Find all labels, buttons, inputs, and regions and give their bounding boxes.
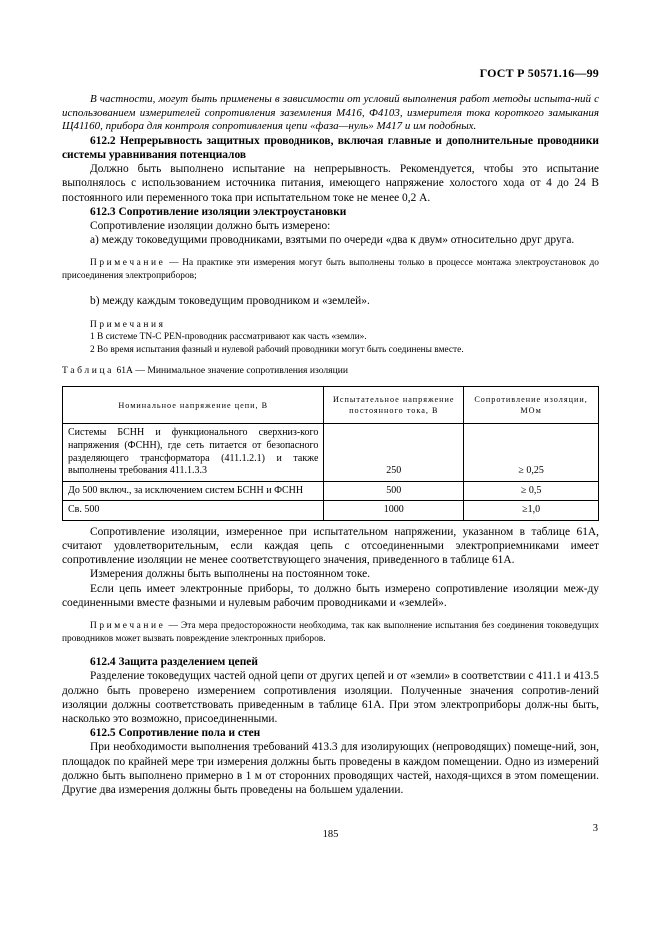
paragraph-after-table-1: Сопротивление изоляции, измеренное при испытательном напряжении, указанном в таблице 61А, считают удовлетворительным, если каждая цепь с отсоединенными электроприемниками имеет сопротивление изоляции не менее соответствующего значения, приведенного в таблице 61А. bbox=[62, 525, 599, 567]
table-cell: Св. 500 bbox=[63, 501, 324, 521]
column-header-nominal-voltage: Номинальное напряжение цепи, В bbox=[63, 387, 324, 424]
footer-center-number: 185 bbox=[322, 829, 339, 840]
list-item-a: а) между токоведущими проводниками, взятыми по очереди «два к двум» относительно друг друга. bbox=[90, 234, 575, 247]
table-cell: ≥1,0 bbox=[464, 501, 599, 521]
table-caption-text: 61А — Минимальное значение сопротивления изоляции bbox=[116, 365, 348, 377]
note-1 bbox=[62, 257, 599, 282]
document-id-header: ГОСТ Р 50571.16—99 bbox=[479, 66, 599, 80]
list-item-b: b) между каждым токоведущим проводником и «землей». bbox=[90, 295, 370, 308]
note-label: Примечание bbox=[90, 258, 166, 269]
paragraph-measuring-instruments: В частности, могут быть применены в зависимости от условий выполнения работ методы испыта-ний с использованием измерителей сопротивления заземления М416, Ф4103, измерителя тока короткого замыкания Щ41160, прибора для контроля сопротивления цепи «фаза—нуль» М417 и им подобных. bbox=[62, 93, 599, 133]
table-caption bbox=[62, 364, 599, 378]
section-text-612-5: При необходимости выполнения требований 413.3 для изолирующих (непроводящих) помеще-ний, зон, площадок по крайней мере три измерения должны быть проведены в каждом помещении. Одно из измерений должно быть выполнено примерно в 1 м от сторонних проводящих частей, находя-щихся в этом помещении. Другие два измерения должны быть проведены на большем удалении. bbox=[62, 741, 599, 796]
table-cell: ≥ 0,5 bbox=[464, 481, 599, 501]
table-cell: 1000 bbox=[324, 501, 464, 521]
section-text-612-3: Сопротивление изоляции должно быть измерено: bbox=[90, 220, 331, 232]
page-number: 3 bbox=[592, 823, 598, 834]
page-content bbox=[62, 93, 599, 797]
table-header-row bbox=[63, 387, 599, 424]
note-2 bbox=[62, 620, 599, 645]
note-item-2: 2 Во время испытания фазный и нулевой рабочий проводники могут быть соединены вместе. bbox=[90, 344, 464, 355]
table-caption-label: Таблица bbox=[62, 365, 115, 377]
table-cell: 500 bbox=[324, 481, 464, 501]
section-heading-612-3: 612.3 Сопротивление изоляции электроустановки bbox=[90, 205, 347, 218]
section-text-612-4: Разделение токоведущих частей одной цепи от других цепей и от «земли» в соответствии с 411.1 и 413.5 должно быть проверено измерением сопротивления изоляции. Полученные значения сопротив-лений изоляции должны соответствовать приведенным в таблице 61А. При этом электроприборы долж-ны быть, насколько это возможно, присоединенными. bbox=[62, 670, 599, 725]
paragraph-after-table-3: Если цепь имеет электронные приборы, то должно быть измерено сопротивление изоляции меж-ду соединенными вместе фазными и нулевым рабочим проводниками и «землей». bbox=[62, 582, 599, 609]
note-item-1: 1 В системе TN-C PEN-проводник рассматривают как часть «земли». bbox=[90, 332, 367, 343]
table-row bbox=[63, 501, 599, 521]
section-text-612-2: Должно быть выполнено испытание на непрерывность. Рекомендуется, чтобы это испытание выполнялось с использованием источника питания, имеющего напряжение холостого хода от 4 до 24 В постоянного или переменного тока при испытательном токе не менее 0,2 А. bbox=[62, 163, 599, 204]
table-cell: До 500 включ., за исключением систем БСНН и ФСНН bbox=[63, 481, 324, 501]
section-heading-612-4: 612.4 Защита разделением цепей bbox=[90, 656, 258, 669]
table-cell: 250 bbox=[324, 424, 464, 481]
section-heading-612-5: 612.5 Сопротивление пола и стен bbox=[90, 727, 261, 740]
table-row bbox=[63, 424, 599, 481]
note-label: Примечание bbox=[90, 621, 166, 632]
note-text: — На практике эти измерения могут быть выполнены только в процессе монтажа электроустановок до присоединения электроприборов; bbox=[62, 258, 599, 281]
notes-label: Примечания bbox=[90, 319, 166, 330]
section-heading-612-2: 612.2 Непрерывность защитных проводников, включая главные и дополнительные проводники системы уравнивания потенциалов bbox=[62, 134, 599, 161]
table-cell: Системы БСНН и функционального сверхниз-кого напряжения (ФСНН), где сеть питается от безопасного разделяющего трансформатора (411.1.2.1) и также выполнены требования 411.1.3.3 bbox=[63, 424, 324, 481]
column-header-insulation-resistance: Сопротивление изоляции, МОм bbox=[464, 387, 599, 424]
paragraph-after-table-2: Измерения должны быть выполнены на постоянном токе. bbox=[90, 568, 370, 581]
table-cell: ≥ 0,25 bbox=[464, 424, 599, 481]
table-row bbox=[63, 481, 599, 501]
column-header-test-voltage: Испытательное напряжение постоянного тока, В bbox=[324, 387, 464, 424]
insulation-resistance-table bbox=[62, 386, 599, 521]
note-text: — Эта мера предосторожности необходима, так как выполнение испытания без соединения токоведущих проводников может вызвать повреждение электронных приборов. bbox=[62, 621, 599, 644]
